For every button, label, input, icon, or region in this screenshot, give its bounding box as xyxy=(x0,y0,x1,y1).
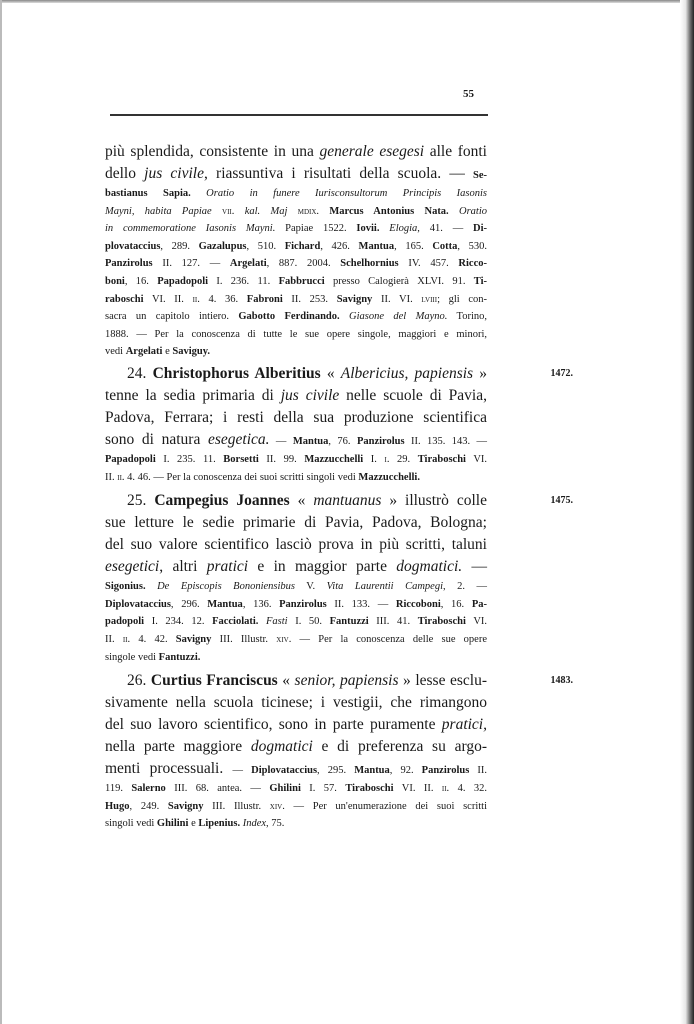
italic-text: dogmatici. xyxy=(396,558,463,576)
text-line xyxy=(105,631,487,649)
text-run: I. 235. 11. xyxy=(155,453,224,465)
text-line xyxy=(105,385,487,407)
italic-text: mantuanus xyxy=(313,492,382,510)
text-run xyxy=(258,616,266,627)
author-name: Campegius Joannes xyxy=(154,492,290,510)
author-name: Mantua xyxy=(358,240,395,252)
italic-text: Vita Laurentii Campegi xyxy=(326,581,443,593)
text-run: Papiae 1522. xyxy=(275,223,357,235)
author-name: Mazzucchelli xyxy=(304,453,364,465)
text-line xyxy=(105,780,487,798)
text-run xyxy=(319,206,329,217)
author-name: Pa- xyxy=(471,598,487,610)
text-run: , 16. xyxy=(124,275,158,287)
text-run: vii. xyxy=(222,205,235,217)
italic-text: esegetica. xyxy=(207,430,270,448)
author-name: Fichard xyxy=(284,240,321,252)
text-run: ii. xyxy=(441,783,450,795)
text-run: VI. xyxy=(465,616,488,628)
text-run: nelle scuole di Pavia, xyxy=(339,386,487,404)
text-run: I. 234. 12. xyxy=(144,616,213,628)
text-run: , altri xyxy=(159,558,207,576)
author-name: Facciolati. xyxy=(212,616,259,628)
text-line xyxy=(105,429,487,451)
author-name: Borsetti xyxy=(223,453,259,465)
text-line xyxy=(105,469,487,487)
author-name: Savigny xyxy=(336,293,373,305)
text-run: e in maggior parte xyxy=(248,558,397,576)
text-run: « xyxy=(320,364,341,382)
text-run: sivamente nella scuola ticinese; i vestigii, che rimangono xyxy=(105,694,487,712)
author-name: raboschi xyxy=(105,293,144,305)
text-run: — Per un'enumerazione dei suoi scritti xyxy=(284,800,487,812)
text-line xyxy=(105,714,487,736)
text-run: VI. xyxy=(465,453,488,465)
text-run: — xyxy=(232,765,252,777)
text-line xyxy=(105,578,487,596)
author-name: Mantua xyxy=(292,435,329,447)
author-name: Diplovataccius xyxy=(105,598,171,610)
text-run: , 92. xyxy=(389,765,422,777)
text-run: II. 133. — xyxy=(326,598,396,610)
italic-text: Oratio in funere Iurisconsultorum Principis Iasonis xyxy=(206,188,488,199)
text-run: — xyxy=(462,558,487,576)
text-line xyxy=(105,758,487,780)
text-run: ii. xyxy=(122,633,131,645)
text-line xyxy=(105,613,487,631)
text-run: I. 57. xyxy=(300,783,346,795)
author-name: Christophorus Alberitius xyxy=(152,364,321,382)
text-run xyxy=(449,206,459,217)
text-run: dello xyxy=(105,165,145,182)
author-name: Iovii. xyxy=(356,223,380,235)
text-run: VI. II. xyxy=(143,293,193,305)
text-run: sono di natura xyxy=(105,430,208,448)
author-name: Mazzucchelli. xyxy=(358,471,420,483)
text-run: lviii xyxy=(421,293,438,305)
text-run: del suo lavoro scientifico, sono in parte puramente xyxy=(105,716,442,734)
text-run: menti processuali. xyxy=(105,760,233,778)
text-line xyxy=(105,815,487,833)
author-name: Papadopoli xyxy=(105,453,156,465)
author-name: Fabroni xyxy=(246,293,283,305)
text-run: II. xyxy=(105,633,123,645)
author-name: Lipenius. xyxy=(198,818,241,830)
text-run: I. 50. xyxy=(287,616,330,628)
text-run: , 887. 2004. xyxy=(266,258,341,270)
paragraph-continuation xyxy=(105,141,487,361)
author-name: Panzirolus xyxy=(421,765,470,777)
text-run: I. xyxy=(363,453,385,465)
text-run: , 76. xyxy=(328,435,357,447)
text-line xyxy=(105,692,487,714)
text-run xyxy=(340,311,349,322)
author-name: Mantua xyxy=(207,598,243,610)
margin-date: 1483. xyxy=(550,675,573,687)
italic-text: dogmatici xyxy=(250,738,313,756)
italic-text: generale esegesi xyxy=(319,143,425,160)
italic-text: Fasti xyxy=(266,616,288,628)
italic-text: Elogia xyxy=(389,223,418,235)
text-run: Padova, Ferrara; i resti della sua produzione scientifica xyxy=(105,408,487,426)
author-name: Ricco- xyxy=(458,258,487,270)
text-run: più splendida, consistente in una xyxy=(105,143,320,160)
text-run xyxy=(212,206,222,217)
text-line xyxy=(105,596,487,614)
text-run: sacra un capitolo intiero. xyxy=(105,311,239,323)
margin-date: 1472. xyxy=(550,367,573,379)
margin-date: 1475. xyxy=(550,495,573,507)
text-run: II. xyxy=(469,765,488,777)
author-name: Curtius Franciscus xyxy=(150,672,278,690)
text-run: , 2. — xyxy=(443,581,487,593)
text-run: I. 236. 11. xyxy=(208,275,279,287)
text-run: II. 99. xyxy=(258,453,305,465)
italic-text: Albericius, papiensis xyxy=(340,364,474,382)
text-run: 26. xyxy=(127,672,151,690)
text-line xyxy=(105,670,487,692)
text-run: e xyxy=(162,346,173,358)
text-run: ii. xyxy=(117,471,125,483)
text-run: 4. 42. xyxy=(130,633,176,645)
author-name: Sigonius. xyxy=(105,581,146,593)
text-run: III. 41. xyxy=(368,616,418,628)
scan-top-edge xyxy=(0,0,694,3)
author-name: boni xyxy=(105,275,125,287)
author-name: Mantua xyxy=(354,765,390,777)
text-run: 4. 32. xyxy=(449,783,487,795)
italic-text: De Episcopis Bononiensibus xyxy=(157,581,295,593)
author-name: Di- xyxy=(473,223,488,235)
text-line xyxy=(105,512,487,534)
author-name: Fabbrucci xyxy=(278,275,325,287)
body-text xyxy=(105,141,573,835)
text-run: mdix. xyxy=(297,205,320,217)
author-name: Fantuzzi. xyxy=(158,651,201,663)
text-run: 25. xyxy=(127,492,155,510)
text-run: 4. 36. xyxy=(199,293,247,305)
author-name: bastianus Sapia. xyxy=(105,188,191,199)
text-run: , 249. xyxy=(129,800,168,812)
author-name: Panzirolus xyxy=(105,258,153,270)
text-run: III. Illustr. xyxy=(211,633,277,645)
text-run: ii. xyxy=(192,293,200,305)
author-name: padopoli xyxy=(105,616,145,628)
text-run: sue letture le sedie primarie di Pavia, Padova, Bologna; xyxy=(105,514,487,532)
text-line xyxy=(105,736,487,758)
italic-text: Giasone del Mayno. xyxy=(349,311,448,323)
author-name: Salerno xyxy=(131,783,166,795)
text-run: » illustrò colle xyxy=(381,492,487,510)
author-name: Tiraboschi xyxy=(417,616,466,628)
text-run: , 16. xyxy=(440,598,472,610)
text-run: 4. 46. — Per la conoscenza dei suoi scritti singoli vedi xyxy=(124,471,359,483)
italic-text: jus civile xyxy=(280,386,340,404)
text-run: III. Illustr. xyxy=(203,800,270,812)
italic-text: Oratio xyxy=(459,205,488,217)
author-name: Cotta xyxy=(432,240,458,252)
author-name: Ti- xyxy=(473,275,488,287)
text-line xyxy=(105,649,487,667)
text-line xyxy=(105,185,487,203)
author-name: Ghilini xyxy=(156,818,189,830)
text-line xyxy=(105,326,487,344)
text-run: II. 135. 143. — xyxy=(404,435,488,447)
text-run: , riassuntiva i risultati della scuola. — xyxy=(204,165,473,182)
text-run: xiv. xyxy=(269,800,285,812)
italic-text: esegetici xyxy=(105,558,160,576)
text-run: Torino, xyxy=(447,311,488,323)
author-name: Gabotto Ferdinando. xyxy=(238,311,340,323)
italic-text: kal. Maj xyxy=(244,205,288,217)
text-run: V. xyxy=(294,581,327,593)
author-name: Argelati xyxy=(125,346,163,358)
text-run: vedi xyxy=(105,346,126,358)
author-name: Argelati xyxy=(229,258,267,270)
text-line xyxy=(105,451,487,469)
italic-text: pratici xyxy=(206,558,249,576)
text-run: 1888. — Per la conoscenza di tutte le sue opere singole, maggiori e minori, xyxy=(105,328,487,340)
author-name: Marcus Antonius Nata. xyxy=(329,205,449,217)
text-run: 29. xyxy=(389,453,418,465)
italic-text: senior, papiensis xyxy=(294,672,399,690)
paragraph-entry xyxy=(105,490,573,666)
text-line xyxy=(105,273,487,291)
text-line xyxy=(105,308,487,326)
paragraph-entry xyxy=(105,670,573,833)
text-run: alle fonti xyxy=(424,143,487,160)
text-run: IV. 457. xyxy=(398,258,459,270)
text-run: III. 68. antea. — xyxy=(165,783,270,795)
text-run: , 426. xyxy=(320,240,359,252)
text-run: 24. xyxy=(127,364,153,382)
text-line xyxy=(105,163,487,185)
text-run: , 136. xyxy=(242,598,280,610)
text-run: tenne la sedia primaria di xyxy=(105,386,281,404)
text-run: , 530. xyxy=(457,240,488,252)
text-run: , 289. xyxy=(160,240,199,252)
text-run: , 510. xyxy=(246,240,285,252)
text-line xyxy=(105,343,487,361)
text-run: del suo valore scientifico lasciò prova in più scritti, taluni xyxy=(105,536,487,554)
text-run: « xyxy=(289,492,314,510)
text-run: singole vedi xyxy=(105,651,159,663)
author-name: Tiraboschi xyxy=(417,453,466,465)
text-line xyxy=(105,490,487,512)
text-run: , 165. xyxy=(394,240,433,252)
text-run: II. VI. xyxy=(372,293,422,305)
text-run: II. 253. xyxy=(282,293,337,305)
paragraph-entry xyxy=(105,363,573,486)
text-run: « xyxy=(277,672,295,690)
text-run: 119. xyxy=(105,783,132,795)
text-run: nella parte maggiore xyxy=(105,738,251,756)
author-name: Ghilini xyxy=(269,783,301,795)
text-run: — Per la conoscenza delle sue opere xyxy=(291,633,488,645)
text-line xyxy=(105,220,487,238)
text-run: e xyxy=(188,818,199,830)
text-run xyxy=(191,188,206,199)
text-line xyxy=(105,363,487,385)
author-name: Savigny xyxy=(167,800,204,812)
italic-text: Index xyxy=(242,818,267,830)
text-run: singoli vedi xyxy=(105,818,157,830)
text-line xyxy=(105,291,487,309)
text-run: — xyxy=(269,435,293,447)
text-run: ; gli con- xyxy=(437,293,488,305)
author-name: Schelhornius xyxy=(340,258,399,270)
author-name: Se- xyxy=(473,170,487,181)
text-line xyxy=(105,534,487,556)
text-run xyxy=(379,223,389,234)
text-run: , 41. — xyxy=(417,223,474,235)
text-run: » lesse esclu- xyxy=(398,672,488,690)
italic-text: in commemoratione Iasonis Mayni. xyxy=(105,223,276,235)
text-run: II. xyxy=(105,471,118,483)
text-run: , 75. xyxy=(266,818,285,830)
text-run: xiv. xyxy=(276,633,292,645)
text-run: e di preferenza su argo- xyxy=(312,738,487,756)
text-run: , 295. xyxy=(317,765,355,777)
text-run xyxy=(234,206,244,217)
author-name: Tiraboschi xyxy=(345,783,394,795)
text-run xyxy=(287,206,297,217)
italic-text: pratici, xyxy=(441,716,487,734)
text-run: II. 127. — xyxy=(152,258,230,270)
author-name: plovataccius xyxy=(105,240,161,252)
text-run xyxy=(146,581,158,592)
text-line xyxy=(105,407,487,429)
author-name: Panzirolus xyxy=(356,435,405,447)
text-run: i. xyxy=(384,453,390,465)
text-line xyxy=(105,141,487,163)
author-name: Savigny xyxy=(175,633,212,645)
italic-text: jus civile xyxy=(144,165,204,182)
author-name: Gazalupus xyxy=(198,240,247,252)
author-name: Fantuzzi xyxy=(329,616,369,628)
author-name: Saviguy. xyxy=(172,346,211,358)
author-name: Diplovataccius xyxy=(251,765,318,777)
header-rule xyxy=(110,114,488,116)
text-run: presso Calogierà XLVI. 91. xyxy=(324,275,474,287)
text-run: , 296. xyxy=(170,598,208,610)
text-line xyxy=(105,238,487,256)
author-name: Hugo xyxy=(105,800,130,812)
scan-right-edge xyxy=(680,0,694,1024)
italic-text: Mayni, habita Papiae xyxy=(105,205,212,217)
author-name: Papadopoli xyxy=(157,275,209,287)
text-line xyxy=(105,798,487,816)
scan-left-edge xyxy=(0,0,2,1024)
text-line xyxy=(105,556,487,578)
author-name: Riccoboni xyxy=(395,598,441,610)
author-name: Panzirolus xyxy=(279,598,327,610)
text-run: » xyxy=(473,364,488,382)
text-line xyxy=(105,255,487,273)
page-number: 55 xyxy=(463,88,474,100)
text-run: VI. II. xyxy=(393,783,442,795)
text-line xyxy=(105,203,487,221)
